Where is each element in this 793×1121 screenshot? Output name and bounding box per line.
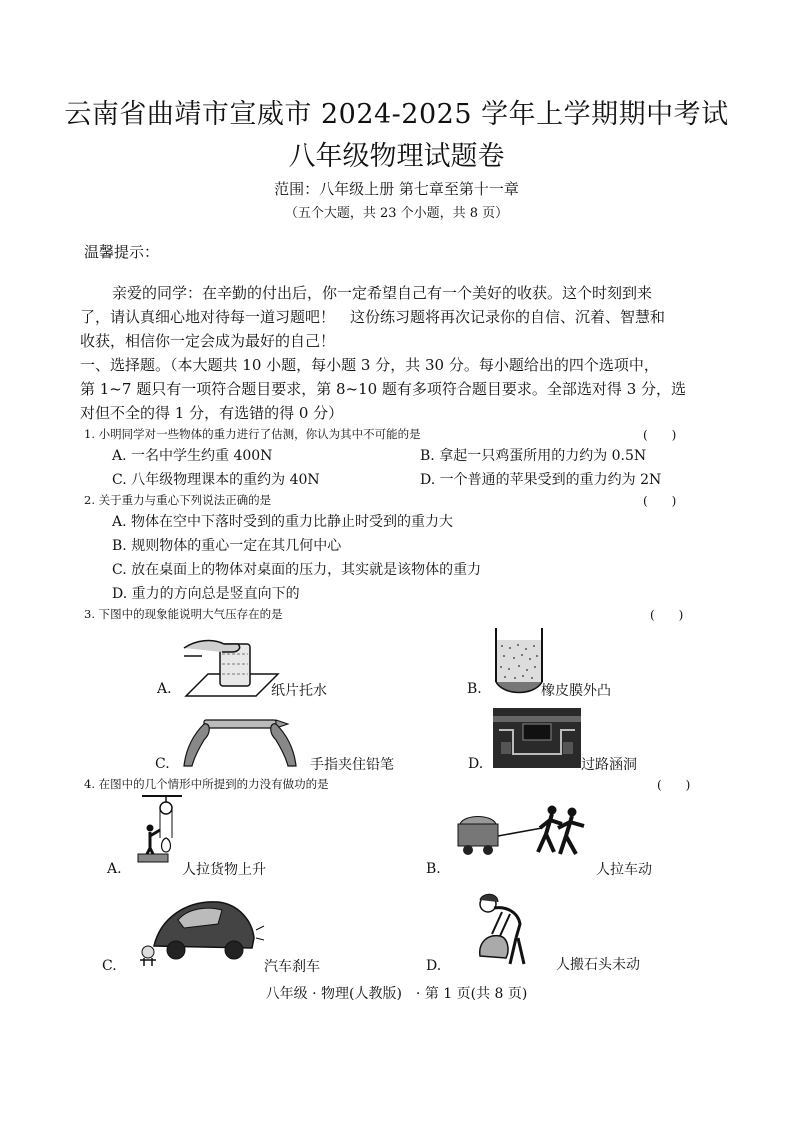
q3-option-d-label: D. xyxy=(468,756,484,772)
tips-line-2: 了，请认真细心地对待每一道习题吧！ 这份练习题将再次记录你的自信、沉着、智慧和 xyxy=(80,308,666,326)
section1-instructions-3: 对但不全的得 1 分，有选错的得 0 分） xyxy=(80,404,344,422)
q3-option-a-caption: 纸片托水 xyxy=(271,683,327,699)
q4-figure-lifting-stone xyxy=(466,890,542,968)
q4-option-d-label: D. xyxy=(426,958,442,974)
q4-figure-car-braking xyxy=(134,890,266,970)
q3-option-c-caption: 手指夹住铅笔 xyxy=(310,757,394,773)
q1-option-c: C. 八年级物理课本的重约为 40N xyxy=(112,472,320,488)
section1-instructions-2: 第 1~7 题只有一项符合题目要求，第 8~10 题有多项符合题目要求。全部选对得 3 分，选 xyxy=(80,380,687,398)
q3-option-d-caption: 过路涵洞 xyxy=(581,757,637,773)
q1-option-a: A. 一名中学生约重 400N xyxy=(112,448,273,464)
q1-option-b: B. 拿起一只鸡蛋所用的力约为 0.5N xyxy=(420,448,647,464)
q2-option-d: D. 重力的方向总是竖直向下的 xyxy=(112,586,300,602)
q3-option-c-label: C. xyxy=(155,756,170,772)
q3-figure-road-culvert xyxy=(493,708,581,768)
exam-scope: 范围：八年级上册 第七章至第十一章 xyxy=(274,180,519,198)
tips-heading: 温馨提示： xyxy=(84,243,160,261)
exam-title-line1: 云南省曲靖市宣威市 2024-2025 学年上学期期中考试 xyxy=(64,99,729,130)
q4-answer-paren: ( ) xyxy=(657,778,691,792)
q1-option-d: D. 一个普通的苹果受到的重力约为 2N xyxy=(420,472,662,488)
q3-figure-pencil-between-fingers xyxy=(180,710,300,768)
q3-option-b-caption: 橡皮膜外凸 xyxy=(541,683,611,699)
q4-option-a-caption: 人拉货物上升 xyxy=(182,862,266,878)
exam-title-line2: 八年级物理试题卷 xyxy=(288,141,505,172)
q3-figure-paper-holds-water xyxy=(182,630,282,698)
tips-line-3: 收获，相信你一定会成为最好的自己！ xyxy=(80,332,336,350)
q2-option-b: B. 规则物体的重心一定在其几何中心 xyxy=(112,538,342,554)
q4-option-d-caption: 人搬石头未动 xyxy=(556,957,640,973)
tips-line-1: 亲爱的同学：在辛勤的付出后，你一定希望自己有一个美好的收获。这个时刻到来 xyxy=(112,284,653,302)
q3-option-a-label: A. xyxy=(157,681,172,697)
q1-answer-paren: ( ) xyxy=(643,428,677,442)
q4-figure-pulley-lifting xyxy=(136,794,188,864)
q4-option-a-label: A. xyxy=(107,861,122,877)
page-footer: 八年级 · 物理(人教版) · 第 1 页(共 8 页) xyxy=(265,986,528,1002)
q4-option-b-caption: 人拉车动 xyxy=(596,862,652,878)
q4-option-c-label: C. xyxy=(102,958,117,974)
q4-option-b-label: B. xyxy=(426,861,441,877)
q2-stem: 2. 关于重力与重心下列说法正确的是 xyxy=(84,493,272,507)
q3-option-b-label: B. xyxy=(467,681,482,697)
q4-option-c-caption: 汽车刹车 xyxy=(264,959,320,975)
exam-structure: （五个大题，共 23 个小题，共 8 页） xyxy=(284,206,509,221)
q4-stem: 4. 在图中的几个情形中所提到的力没有做功的是 xyxy=(84,777,329,791)
q4-figure-pulling-cart xyxy=(454,802,602,864)
q2-option-c: C. 放在桌面上的物体对桌面的压力，其实就是该物体的重力 xyxy=(112,562,482,578)
q3-answer-paren: ( ) xyxy=(650,608,684,622)
q2-answer-paren: ( ) xyxy=(643,494,677,508)
section1-instructions-1: 一、选择题。（本大题共 10 小题，每小题 3 分，共 30 分。每小题给出的四个选项中， xyxy=(80,356,659,374)
q3-figure-rubber-membrane xyxy=(490,626,548,698)
q3-stem: 3. 下图中的现象能说明大气压存在的是 xyxy=(84,607,283,621)
q1-stem: 1. 小明同学对一些物体的重力进行了估测，你认为其中不可能的是 xyxy=(84,427,421,441)
q2-option-a: A. 物体在空中下落时受到的重力比静止时受到的重力大 xyxy=(112,514,454,530)
